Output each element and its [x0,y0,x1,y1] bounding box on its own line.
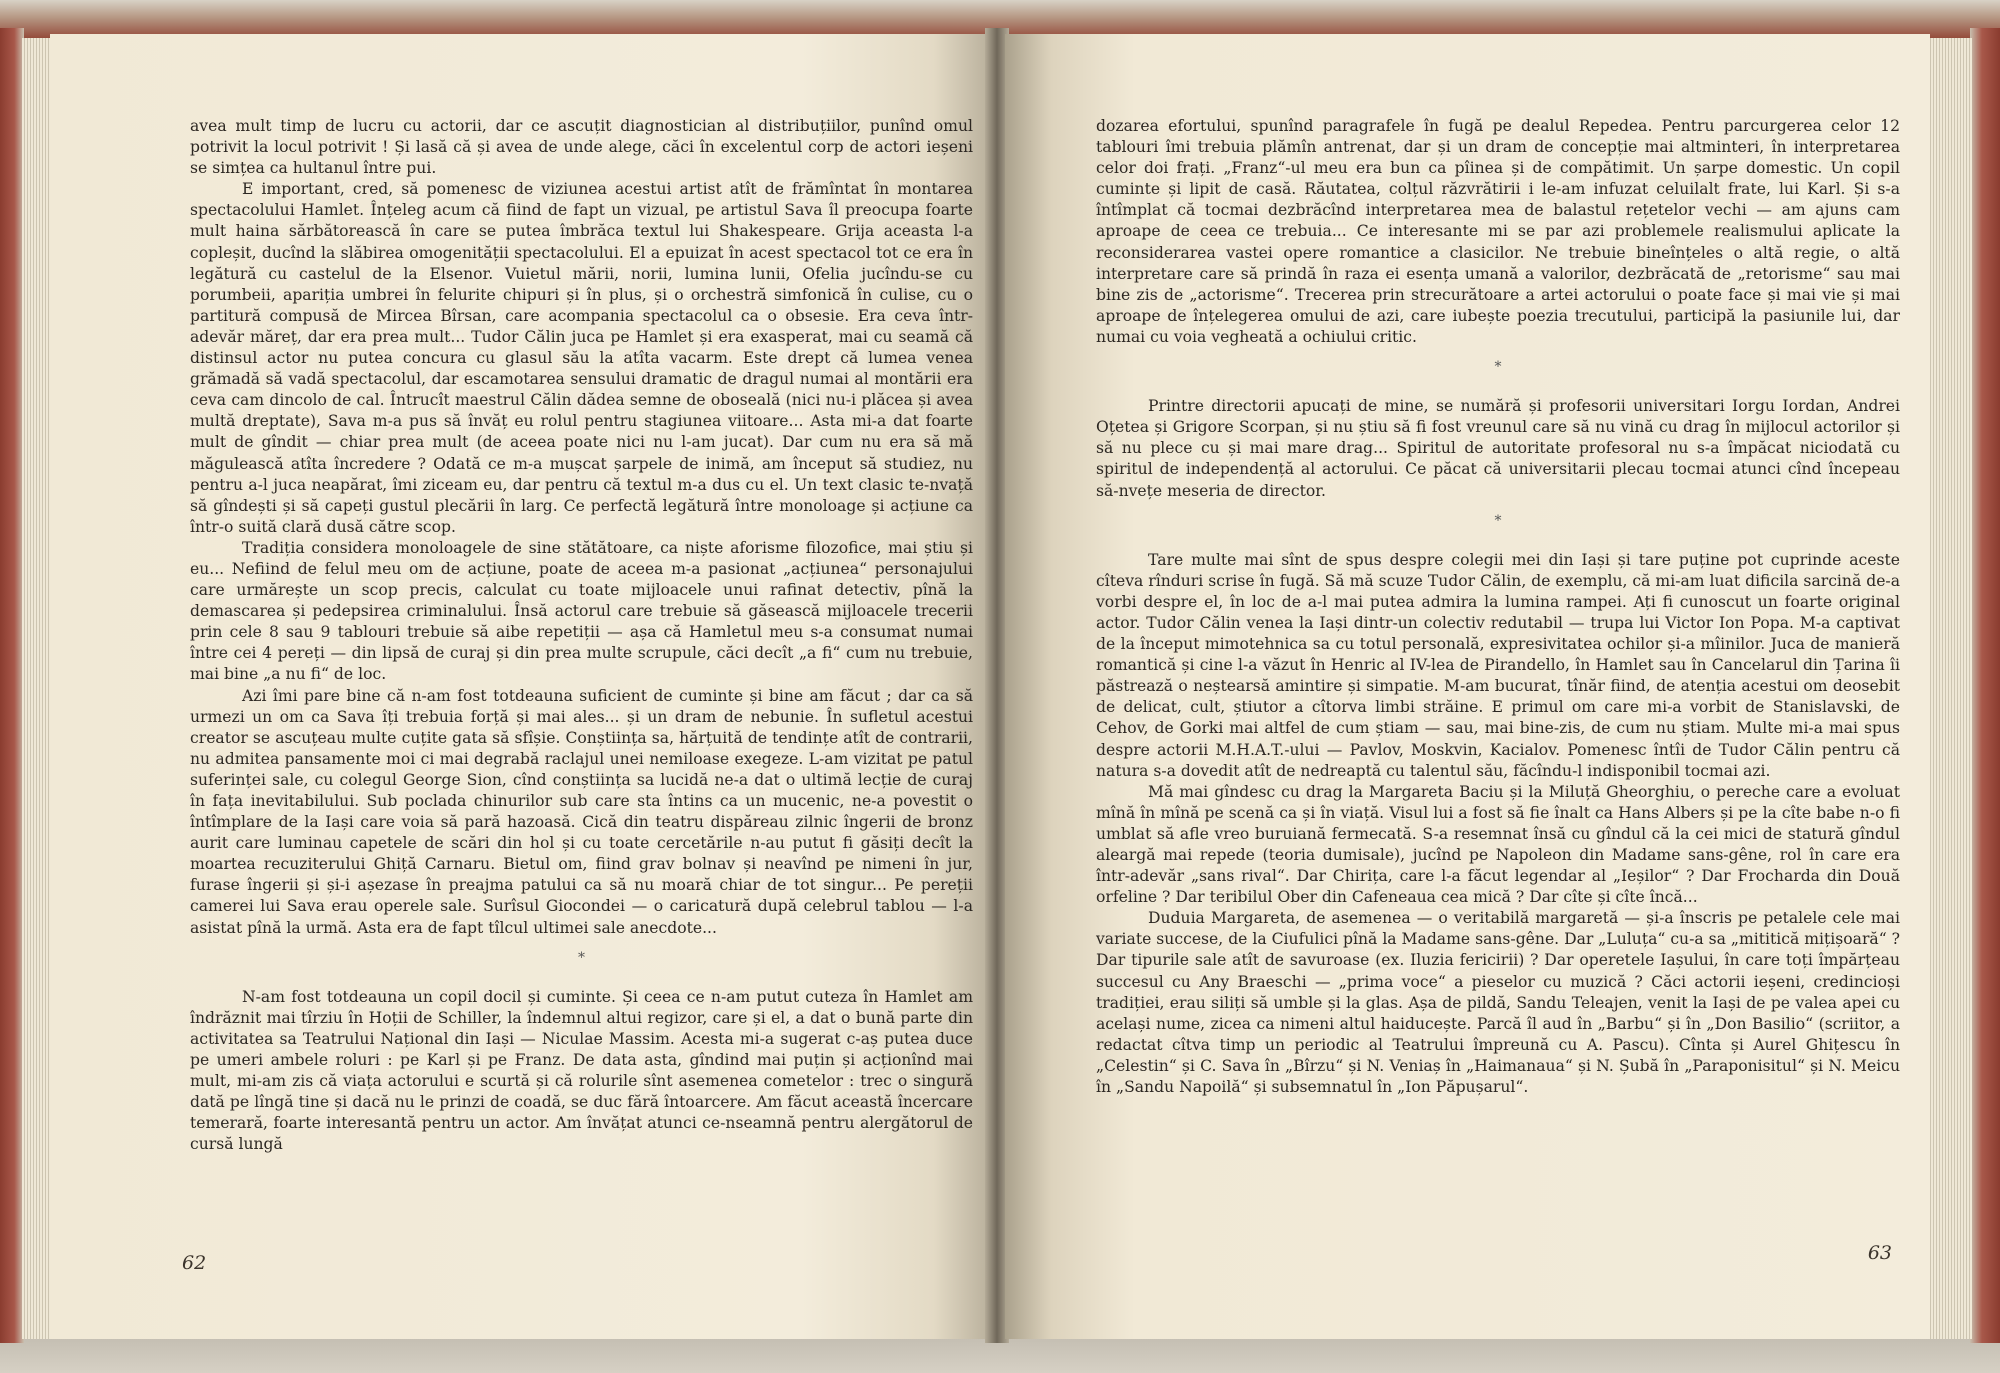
right-page [1005,34,1930,1339]
page-stack-right [1928,38,1972,1339]
right-page-text [1096,116,1900,1098]
book-cover-right-edge [1970,28,2000,1343]
section-separator: * [578,949,585,966]
right-paragraph-1: dozarea efortului, spunînd paragrafele în fugă pe dealul Repedea. Pentru parcurgerea celor 12 tablouri îmi trebuia plămîn antrenat, dar și un dram de concepție mai altminteri, în interpretarea celor doi frați. „Franz“-ul meu era bun ca pîinea și de compătimit. Un șarpe domestic. Un copil cuminte și lipit de casă. Răutatea, colțul răzvrătirii i le-am infuzat celuilalt frate, lui Karl. Și s-a întîmplat că tocmai dezbrăcînd interpretarea mea de balastul rețetelor vechi — am ajuns cam aproape de ceea ce trebuia... Ce interesante mi se par azi problemele realismului aplicate la reconsiderarea vastei opere romantice a clasicilor. Ne trebuie bineînțeles o altă regie, o altă interpretare care să prindă în raza ei esența umană a valorilor, dezbrăcată de „retorisme“ sau mai bine zis de „actorisme“. Trecerea prin strecurătoare a artei actorului o poate face și mai vie și mai aproape de înțelegerea omului de azi, care iubește poezia trecutului, participă la pasiunile lui, dar numai cu voia vegheată a ochiului critic. [1096,117,1900,346]
right-paragraph-3: Tare multe mai sînt de spus despre colegii mei din Iași și tare puține pot cuprinde aceste cîteva rînduri scrise în fugă. Să mă scuze Tudor Călin, de exemplu, că mi-am luat dificila sarcină de-a vorbi despre el, în loc de a-l mai putea admira la lumina rampei. Ați fi cunoscut un foarte original actor. Tudor Călin venea la Iași dintr-un colectiv redutabil — trupa lui Victor Ion Popa. M-a captivat de la început mimotehnica sa cu totul personală, expresivitatea ochilor și-a mîinilor. Juca de manieră romantică și cine l-a văzut în Henric al IV-lea de Pirandello, în Hamlet sau în Cancelarul din Țarina îi păstrează o neștearsă amintire și simpatie. M-am bucurat, tînăr fiind, de atenția acestui om deosebit de delicat, cult, știutor a cîtorva limbi străine. E primul om care mi-a vorbit de Stanislavski, de Cehov, de Gorki mai altfel de cum știam — sau, mai bine-zis, de cum nu știam. Multe mi-a mai spus despre actorii M.H.A.T.-ului — Pavlov, Moskvin, Kacialov. Pomenesc întîi de Tudor Călin pentru că natura s-a dovedit atît de nedreaptă cu talentul său, făcîndu-l indisponibil tocmai azi. [1096,550,1900,780]
left-paragraph-5: N-am fost totdeauna un copil docil și cuminte. Și ceea ce n-am putut cuteza în Hamlet am îndrăznit mai tîrziu în Hoții de Schiller, la îndemnul altui regizor, care și el, a dat o bună parte din activitatea sa Teatrului Național din Iași — Niculae Massim. Acesta mi-a sugerat c-aș putea duce pe umeri ambele roluri : pe Karl și pe Franz. De data asta, gîndind mai puțin și acționînd mai mult, mi-am zis că viața actorului e scurtă și că rolurile sînt asemenea cometelor : trec o singură dată pe lîngă tine și dacă nu le prinzi de coadă, se duc fără întoarcere. Am făcut această încercare temerară, foarte interesantă pentru un actor. Am învățat atunci ce-nseamnă pentru alergătorul de cursă lungă [190,987,973,1154]
page-number-right: 63 [1867,1242,1892,1264]
left-paragraph-3: Tradiția considera monoloagele de sine stătătoare, ca niște aforisme filozofice, mai știu și eu... Nefiind de felul meu om de acțiune, poate de aceea m-a pasionat „acțiunea“ personajului care urmărește un scop precis, calculat cu toate mijloacele unui rafinat detectiv, pînă la demascarea și pedepsirea criminalului. Însă actorul care trebuie să găsească mijloacele trecerii prin cele 8 sau 9 tablouri trebuie să aibe repetiții — așa că Hamletul meu s-a consumat numai între cei 4 pereți — din lipsă de curaj și din prea multe scrupule, căci decît „a fi“ cum nu trebuie, mai bine „a nu fi“ de loc. [190,538,973,684]
section-separator: * [1494,359,1502,376]
book-cover-left-edge [0,28,24,1343]
left-page [50,34,990,1339]
right-paragraph-5: Duduia Margareta, de asemenea — o veritabilă margaretă — și-a înscris pe petalele cele mai variate succese, de la Ciufulici pînă la Madame sans-gêne. Dar „Luluța“ cu-a sa „mititică mițișoară“ ? Dar tipurile sale atît de savuroase (ex. Iluzia fericirii) ? Dar operetele Iașului, în care toți împărțeau succesul cu Any Braeschi — „prima voce“ a pieselor cu muzică ? Căci actorii ieșeni, credincioși tradiției, erau siliți să umble și la glas. Așa de pildă, Sandu Teleajen, venit la Iași de pe valea apei cu același nume, zicea ca nimeni altul haiducește. Parcă îl aud în „Barbu“ și în „Don Basilio“ (scriitor, a redactat cîtva timp un periodic al Teatrului împreună cu A. Pascu). Cînta și Aurel Ghițescu în „Celestin“ și C. Sava în „Bîrzu“ și N. Veniaș în „Haimanaua“ și N. Șubă în „Paraponisitul“ și N. Meicu în „Sandu Napoilă“ și subsemnatul în „Ion Păpușarul“. [1096,909,1900,1097]
section-separator: * [1494,512,1502,529]
left-paragraph-4: Azi îmi pare bine că n-am fost totdeauna suficient de cuminte și bine am făcut ; dar ca să urmezi un om ca Sava îți trebuia forță și mai ales... și un dram de nebunie. În sufletul acestui creator se ascuțeau multe cuțite gata să sfîșie. Conștiința sa, hărțuită de tendințe atît de contrarii, nu admitea pansamente moi ci mai degrabă raclajul unei nemiloase exegeze. L-am vizitat pe patul suferinței sale, cu colegul George Sion, cînd conștiința sa lucidă ne-a dat o ultimă lecție de curaj în fața inevitabilului. Sub poclada chinurilor sub care sta întins ca un mucenic, ne-a povestit o întîmplare de la Iași care voia să pară hazoasă. Cică din teatru dispăreau zilnic îngerii de bronz aurit care luminau capetele de scări din hol și cu toate cercetările n-au putut fi găsiți decît la moartea recuziterului Ghiță Carnaru. Bietul om, fiind grav bolnav și neavînd pe nimeni în jur, furase îngerii și și-i așezase în preajma patului ca să nu moară chiar de tot singur... Pe pereții camerei lui Sava erau operele sale. Surîsul Giocondei — o caricatură după celebrul tablou — l-a asistat pînă la urmă. Asta era de fapt tîlcul ultimei sale anecdote... [190,686,973,937]
page-number-left: 62 [182,1252,207,1274]
right-paragraph-2: Printre directorii apucați de mine, se numără și profesorii universitari Iorgu Iordan, Andrei Oțetea și Grigore Scorpan, și nu știu să fi fost vreunul care să nu vină cu drag în mijlocul actorilor și să nu plece cu și mai mare drag... Spiritul de autoritate profesoral nu s-a împăcat niciodată cu spiritul de independență al actorului. Ce păcat că universitarii plecau tocmai atunci cînd începeau să-nvețe meseria de director. [1096,397,1900,500]
left-page-text [190,116,973,1156]
right-paragraph-4: Mă mai gîndesc cu drag la Margareta Baciu și la Miluță Gheorghiu, o pereche care a evoluat mînă în mînă pe scenă ca și în viață. Visul lui a fost să fie înalt ca Hans Albers și pe la cîte babe n-o fi umblat să afle vreo buruiană fermecată. S-a resemnat însă cu gîndul că la cei mici de statură gîndul aleargă mai repede (teoria dumisale), jucînd pe Napoleon din Madame sans-gêne, rol în care era într-adevăr „sans rival“. Dar Chirița, care l-a făcut legendar al „Ieșilor“ ? Dar Frocharda din Două orfeline ? Dar teribilul Ober din Cafeneaua cea mică ? Dar cîte și cîte încă... [1096,782,1900,907]
left-paragraph-2: E important, cred, să pomenesc de viziunea acestui artist atît de frămîntat în montarea spectacolului Hamlet. Înțeleg acum că fiind de fapt un vizual, pe artistul Sava îl preocupa foarte mult haina sărbătorească în care se putea îmbrăca textul lui Shakespeare. Grija aceasta l-a copleșit, ducînd la slăbirea omogenității spectacolului. El a epuizat în acest spectacol tot ce era în legătură cu castelul de la Elsenor. Vuietul mării, norii, lumina lunii, Ofelia jucîndu-se cu porumbeii, apariția umbrei în felurite chipuri și în plus, și o orchestră simfonică în culise, cu o partitură compusă de Mircea Bîrsan, care acompania spectacolul ca o obsesie. Era ceva într-adevăr măreț, dar era prea mult... Tudor Călin juca pe Hamlet și era exasperat, mai cu seamă că distinsul actor nu putea concura cu glasul său la atîta vacarm. Este drept că lumea venea grămadă să vadă spectacolul, dar escamotarea sensului dramatic de dragul numai al montării era ceva cam dincolo de cal. Întrucît maestrul Călin dădea semne de oboseală (nici nu-i plăcea și avea multă dreptate), Sava m-a pus să învăț eu rolul pentru stagiunea viitoare... Asta mi-a dat foarte mult de gîndit — chiar prea mult (de aceea poate nici nu l-am jucat). Dar cum nu era să mă măgulească atîta încredere ? Odată ce m-a mușcat șarpele de inimă, am început să studiez, nu pentru a-l juca neapărat, îmi ziceam eu, dar pentru că textul m-a dus cu el. Un text clasic te-nvață să gîndești și să capeți gustul plecării în larg. Ce perfectă legătură între monoloage și acțiune ca într-o suită clară dusă către scop. [190,180,973,536]
left-paragraph-1: avea mult timp de lucru cu actorii, dar ce ascuțit diagnostician al distribuțiilor, punînd omul potrivit la locul potrivit ! Și lasă că și avea de unde alege, căci în excelentul corp de actori ieșeni se simțea ca hultanul între pui. [190,117,973,178]
page-stack-left [22,38,52,1339]
